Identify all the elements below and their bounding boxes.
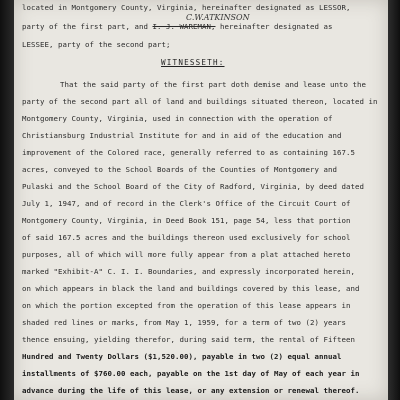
- body-line: Christiansburg Industrial Institute for and in aid of the education and: [22, 131, 342, 140]
- body-line: Hundred and Twenty Dollars ($1,520.00), payable in two (2) equal annual: [22, 352, 342, 361]
- party-first-line: [22, 22, 333, 31]
- body-line: installments of $760.00 each, payable on the 1st day of May of each year in: [22, 369, 360, 378]
- struck-name: I. J. WAREMAN,: [152, 22, 216, 31]
- body-line: advance during the life of this lease, or any extension or renewal thereof.: [22, 386, 360, 395]
- body-line: shaded red lines or marks, from May 1, 1959, for a term of two (2) years: [22, 318, 346, 327]
- body-line: purposes, all of which will more fully appear from a plat attached hereto: [22, 250, 351, 259]
- right-border: [388, 0, 400, 400]
- left-border: [0, 0, 14, 400]
- body-line: That the said party of the first part doth demise and lease unto the: [60, 80, 366, 89]
- body-line: Montgomery County, Virginia, in Deed Book 151, page 54, less that portion: [22, 216, 351, 225]
- body-line: party of the second part all of land and buildings situated thereon, located in: [22, 97, 378, 106]
- body-line: on which the portion excepted from the operation of this lease appears in: [22, 301, 351, 310]
- party-first-text: party of the first part, and: [22, 22, 148, 31]
- body-line: improvement of the Colored race, generally referred to as containing 167.5: [22, 148, 355, 157]
- party-first-tail: hereinafter designated as: [220, 22, 333, 31]
- lease-document-page: [14, 0, 388, 400]
- lessee-line: LESSEE, party of the second part;: [22, 40, 171, 49]
- body-line: Montgomery County, Virginia, used in connection with the operation of: [22, 114, 333, 123]
- body-line: on which appears in black the land and buildings covered by this lease, and: [22, 284, 360, 293]
- body-line: July 1, 1947, and of record in the Clerk's Office of the Circuit Court of: [22, 199, 351, 208]
- body-line: thence ensuing, yielding therefor, during said term, the rental of Fifteen: [22, 335, 355, 344]
- body-line: acres, conveyed to the School Boards of the Counties of Montgomery and: [22, 165, 337, 174]
- handwritten-lessee-name: C.W.ATKINSON: [186, 13, 250, 22]
- body-line: marked "Exhibit-A" C. I. I. Boundaries, and expressly incorporated herein,: [22, 267, 355, 276]
- body-line: of said 167.5 acres and the buildings thereon used exclusively for school: [22, 233, 351, 242]
- witnesseth-heading: WITNESSETH:: [161, 58, 225, 67]
- body-line: Pulaski and the School Board of the City of Radford, Virginia, by deed dated: [22, 182, 364, 191]
- lessor-line: located in Montgomery County, Virginia, hereinafter designated as LESSOR,: [22, 3, 351, 12]
